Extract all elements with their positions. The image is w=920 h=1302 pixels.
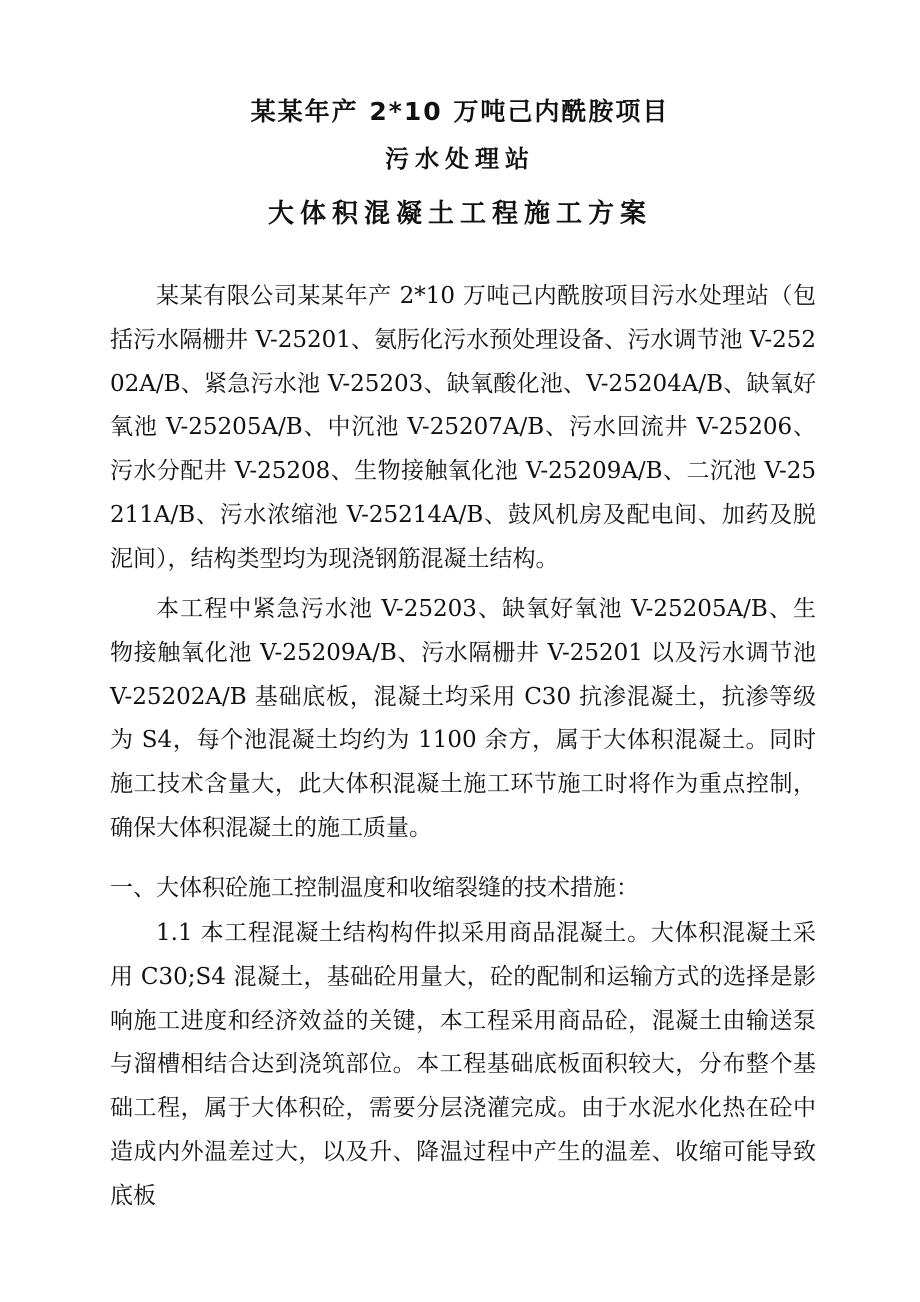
document-title-project: 某某年产 2*10 万吨己内酰胺项目 [250, 97, 670, 126]
paragraph-commercial-concrete: 1.1 本工程混凝土结构构件拟采用商品混凝土。大体积混凝土采用 C30;S4 混凝土，基础砼用量大，砼的配制和运输方式的选择是影响施工进度和经济效益的关键，本工程采用商品砼，混凝土由输送泵与溜槽相结合达到浇筑部位。本工程基础底板面积较大，分布整个基础工程，属于大体积砼，需要分层浇灌完成。由于水泥水化热在砼中造成内外温差过大，以及升、降温过程中产生的温差、收缩可能导致底板 [110, 920, 816, 1209]
paragraph-mass-concrete-overview: 本工程中紧急污水池 V-25203、缺氧好氧池 V-25205A/B、生物接触氧化池 V-25209A/B、污水隔栅井 V-25201 以及污水调节池 V-25202A/B 基础底板，混凝土均采用 C30 抗渗混凝土，抗渗等级为 S4，每个池混凝土均约为 1100 余方，属于大体积混凝土。同时施工技术含量大，此大体积混凝土施工环节施工时将作为重点控制，确保大体积混凝土的施工质量。 [110, 596, 816, 841]
section-heading-temperature-control: 一、大体积砼施工控制温度和收缩裂缝的技术措施： [110, 875, 639, 901]
paragraph-project-scope: 某某有限公司某某年产 2*10 万吨己内酰胺项目污水处理站（包括污水隔栅井 V-25201、氨肟化污水预处理设备、污水调节池 V-25202A/B、紧急污水池 V-25203、缺氧酸化池、V-25204A/B、缺氧好氧池 V-25205A/B、中沉池 V-25207A/B、污水回流井 V-25206、污水分配井 V-25208、生物接触氧化池 V-25209A/B、二沉池 V-25211A/B、污水浓缩池 V-25214A/B、鼓风机房及配电间、加药及脱泥间），结构类型均为现浇钢筋混凝土结构。 [110, 283, 816, 572]
document-title-plan: 大体积混凝土工程施工方案 [267, 199, 652, 229]
document-title-station: 污水处理站 [385, 145, 535, 173]
